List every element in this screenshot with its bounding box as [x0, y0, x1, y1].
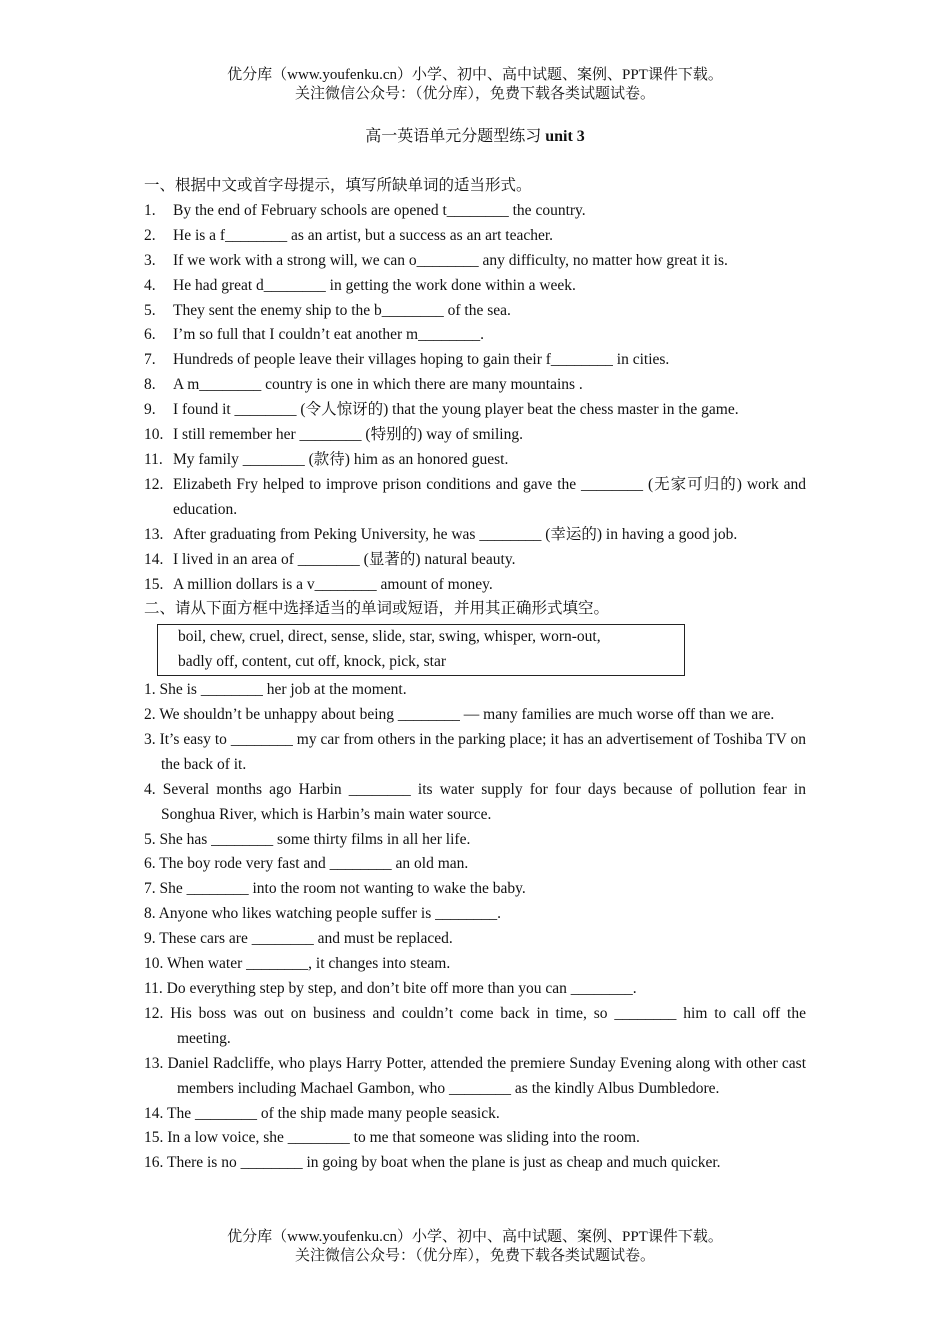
question-1-7: 7. Hundreds of people leave their villages hoping to gain their f________ in cities. — [144, 351, 670, 369]
word-bank-line-2: badly off, content, cut off, knock, pick, star — [178, 653, 447, 671]
question-2-14: 14. The ________ of the ship made many people seasick. — [144, 1104, 500, 1122]
section-1-title: 一、根据中文或首字母提示，填写所缺单词的适当形式。 — [144, 177, 532, 194]
question-1-4: 4. He had great d________ in getting the work done within a week. — [144, 276, 576, 294]
question-2-15: 15. In a low voice, she ________ to me that someone was sliding into the room. — [144, 1129, 640, 1147]
header-line-1: 优分库（www.youfenku.cn）小学、初中、高中试题、案例、PPT课件下载。 — [227, 67, 723, 83]
question-2-5: 5. She has ________ some thirty films in all her life. — [144, 830, 471, 848]
question-2-2: 2. We shouldn’t be unhappy about being ________ — many families are much worse off than we are. — [144, 706, 775, 724]
question-2-4: 4. Several months ago Harbin ________ its water supply for four days because of pollution fear in Songhua River, which is Harbin’s main water source. — [144, 780, 806, 823]
footer-line-1: 优分库（www.youfenku.cn）小学、初中、高中试题、案例、PPT课件下载。 — [227, 1229, 723, 1245]
title-text: 高一英语单元分题型练习 — [365, 128, 546, 145]
page-footer — [0, 1228, 950, 1266]
question-2-11: 11. Do everything step by step, and don’t bite off more than you can ________. — [144, 980, 637, 997]
question-1-11: 11. My family ________ (款待) him as an honored guest. — [144, 450, 509, 468]
question-1-1: 1. By the end of February schools are opened t________ the country. — [144, 201, 586, 219]
question-1-6: 6. I’m so full that I couldn’t eat another m________. — [144, 326, 484, 344]
question-2-7: 7. She ________ into the room not wanting to wake the baby. — [144, 880, 526, 898]
word-bank-box — [157, 624, 685, 676]
question-2-8: 8. Anyone who likes watching people suffer is ________. — [144, 905, 502, 923]
page-title — [0, 126, 950, 148]
question-2-9: 9. These cars are ________ and must be replaced. — [144, 930, 453, 948]
question-2-10: 10. When water ________, it changes into steam. — [144, 955, 451, 973]
question-2-6: 6. The boy rode very fast and ________ an old man. — [144, 855, 469, 873]
question-2-3: 3. It’s easy to ________ my car from others in the parking place; it has an advertisement of Toshiba TV on the back of it. — [144, 730, 806, 773]
question-1-3: 3. If we work with a strong will, we can o________ any difficulty, no matter how great it is. — [144, 251, 728, 269]
question-2-13: 13. Daniel Radcliffe, who plays Harry Potter, attended the premiere Sunday Evening along with other cast members including Machael Gambon, who ________ as the kindly Albus Dumbledore. — [144, 1054, 806, 1097]
question-1-13: 13. After graduating from Peking University, he was ________ (幸运的) in having a good job. — [144, 525, 738, 543]
question-1-15: 15. A million dollars is a v________ amount of money. — [144, 575, 493, 593]
question-1-5: 5. They sent the enemy ship to the b________ of the sea. — [144, 301, 511, 319]
header-line-2: 关注微信公众号：（优分库），免费下载各类试题试卷。 — [294, 86, 655, 102]
page-header — [0, 66, 950, 104]
question-1-9: 9. I found it ________ (令人惊讶的) that the young player beat the chess master in the game. — [144, 401, 739, 419]
footer-line-2: 关注微信公众号：（优分库），免费下载各类试题试卷。 — [294, 1248, 655, 1264]
question-2-16: 16. There is no ________ in going by boat when the plane is just as cheap and much quicker. — [144, 1154, 721, 1172]
word-bank-line-1: boil, chew, cruel, direct, sense, slide, star, swing, whisper, worn-out, — [178, 628, 601, 646]
section-2-title: 二、请从下面方框中选择适当的单词或短语，并用其正确形式填空。 — [144, 600, 610, 618]
question-1-2: 2. He is a f________ as an artist, but a success as an art teacher. — [144, 226, 554, 244]
question-1-8: 8. A m________ country is one in which there are many mountains . — [144, 376, 583, 394]
worksheet-body — [144, 174, 806, 1176]
question-1-10: 10. I still remember her ________ (特别的) way of smiling. — [144, 426, 523, 444]
question-2-12: 12. His boss was out on business and couldn’t come back in time, so ________ him to call off the meeting. — [144, 1004, 806, 1047]
question-1-12: 12. Elizabeth Fry helped to improve prison conditions and gave the ________ (无家可归的) work and education. — [144, 475, 806, 518]
question-1-14: 14. I lived in an area of ________ (显著的) natural beauty. — [144, 550, 516, 568]
question-2-1: 1. She is ________ her job at the moment. — [144, 681, 407, 699]
title-unit: unit 3 — [545, 128, 585, 145]
